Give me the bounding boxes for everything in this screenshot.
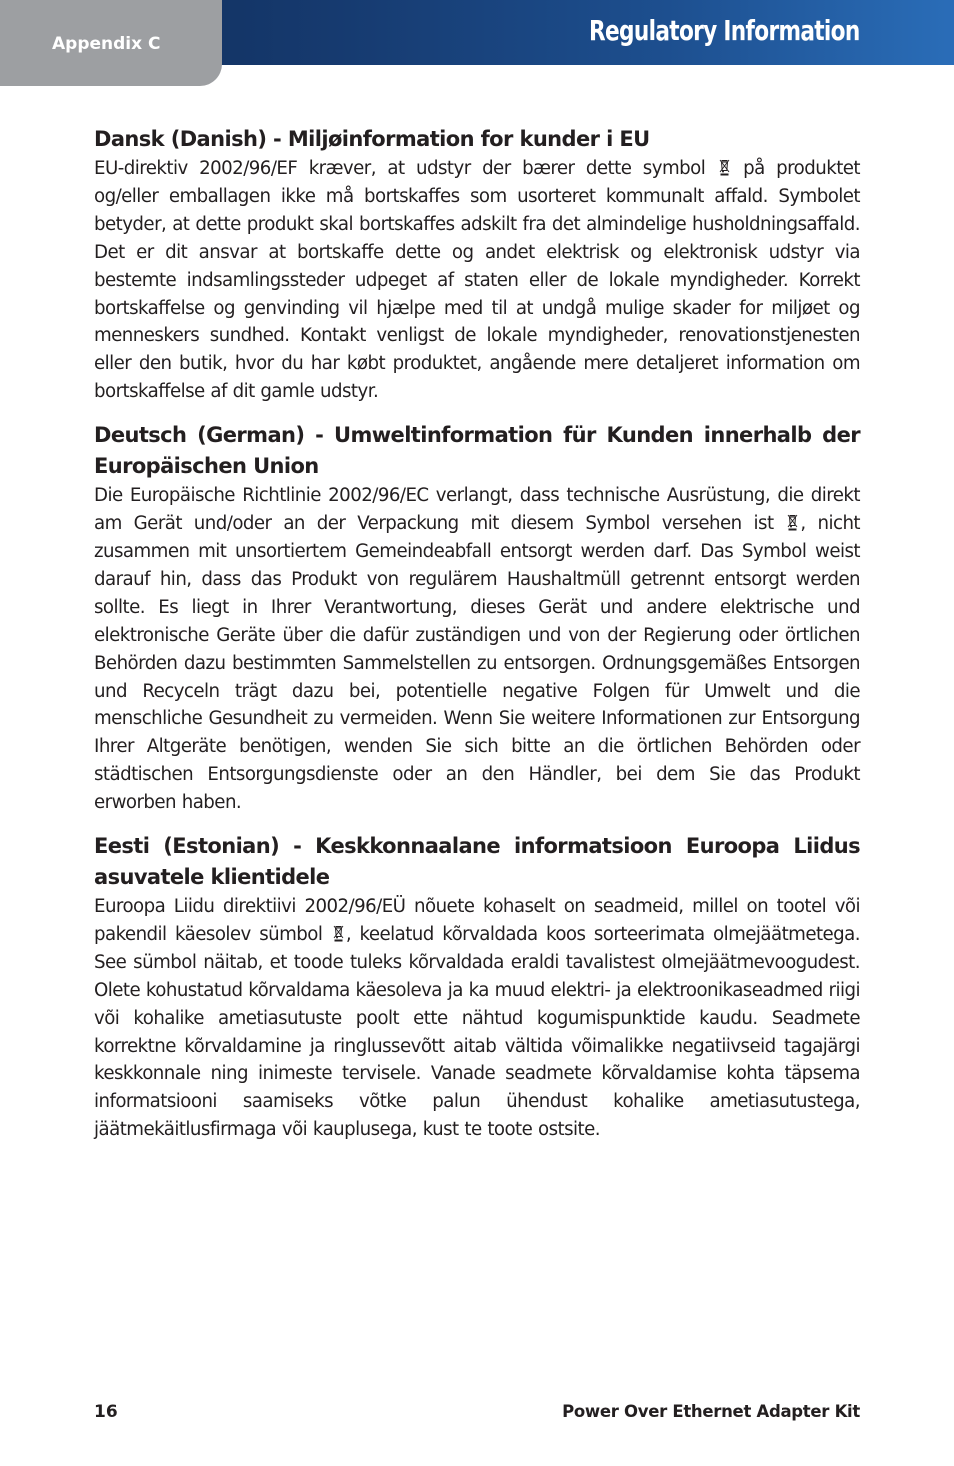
body-text: , keelatud kõrvaldada koos sorteerimata olmejäätmetega. See sümbol näitab, et toode tuleks kõrvaldada eraldi tavalistest olmejäätmevoogudest. Olete kohustatud kõrvaldama käesoleva ja ka muud elektri- ja elektroonikaseadmed riigi või kohalike ametiasutuste poolt ette nähtud kogumispunktide kaudu. Seadmete korrektne kõrvaldamine ja ringlussevõtt aitab vältida võimalikke negatiivseid tagajärgi keskkonnale ning inimeste tervisele. Vanade seadmete kõrvaldamise kohta täpsema informatsiooni saamiseks võtke palun ühendust kohalike ametiasutustega, jäätmekäitlusfirmaga või kauplusega, kust te toote ostsite. bbox=[94, 923, 861, 1141]
section-danish bbox=[94, 124, 860, 406]
wheelie-bin-crossed-icon bbox=[333, 924, 344, 942]
body-text: , nicht zusammen mit unsortiertem Gemeindeabfall entsorgt werden darf. Das Symbol weist darauf hin, dass das Produkt von regulärem Haushaltmüll getrennt entsorgt werden sollte. Es liegt in Ihrer Verantwortung, dieses Gerät und andere elektrische und elektronische Geräte über die dafür zuständigen und von der Regierung oder örtlichen Behörden dazu bestimmten Sammelstellen zu entsorgen. Ordnungsgemäßes Entsorgen und Recyceln trägt dazu bei, potentielle negative Folgen für Umwelt und die menschliche Gesundheit zu vermeiden. Wenn Sie weitere Informationen zur Entsorgung Ihrer Altgeräte benötigen, wenden Sie sich bitte an die örtlichen Behörden oder städtischen Entsorgungsdienste oder an den Händler, bei dem Sie das Produkt erworben haben. bbox=[94, 513, 861, 814]
section-body bbox=[94, 155, 860, 406]
wheelie-bin-crossed-icon bbox=[787, 513, 798, 531]
section-estonian bbox=[94, 831, 860, 1144]
section-heading: Eesti (Estonian) - Keskkonnaalane informatsioon Euroopa Liidus asuvatele klientidele bbox=[94, 834, 860, 890]
main-content bbox=[94, 124, 860, 1158]
appendix-label: Appendix C bbox=[52, 34, 161, 54]
appendix-tab bbox=[0, 0, 222, 86]
section-heading: Dansk (Danish) - Miljøinformation for kunder i EU bbox=[94, 127, 650, 151]
section-heading: Deutsch (German) - Umweltinformation für Kunden innerhalb der Europäischen Union bbox=[94, 423, 860, 479]
page-number: 16 bbox=[94, 1402, 118, 1422]
section-body bbox=[94, 482, 860, 817]
product-name: Power Over Ethernet Adapter Kit bbox=[562, 1402, 860, 1421]
body-text: EU-direktiv 2002/96/EF kræver, at udstyr der bærer dette symbol bbox=[94, 158, 706, 179]
page-title: Regulatory Information bbox=[589, 14, 860, 47]
body-text: på produktet og/eller emballagen ikke må bortskaffes som usorteret kommunalt affald. Symbolet betyder, at dette produkt skal bortskaffes adskilt fra det almindelige husholdningsaffald. Det er dit ansvar at bortskaffe dette og andet elektrisk og elektronisk udstyr via bestemte indsamlingssteder udpeget af staten eller de lokale myndigheder. Korrekt bortskaffelse og genvinding vil hjælpe med til at undgå mulige skader for miljøet og menneskers sundhed. Kontakt venligst de lokale myndigheder, renovationstjenesten eller den butik, hvor du har købt produktet, angående mere detaljeret information om bortskaffelse af dit gamle udstyr. bbox=[94, 158, 861, 403]
body-text: Die Europäische Richtlinie 2002/96/EC verlangt, dass technische Ausrüstung, die direkt am Gerät und/oder an der Verpackung mit diesem Symbol versehen ist bbox=[94, 485, 860, 535]
body-text: Euroopa Liidu direktiivi 2002/96/EÜ nõuete kohaselt on seadmeid, millel on tootel või pakendil käesolev sümbol bbox=[94, 896, 860, 945]
section-german bbox=[94, 420, 860, 817]
wheelie-bin-crossed-icon bbox=[719, 158, 730, 176]
section-body bbox=[94, 893, 860, 1144]
